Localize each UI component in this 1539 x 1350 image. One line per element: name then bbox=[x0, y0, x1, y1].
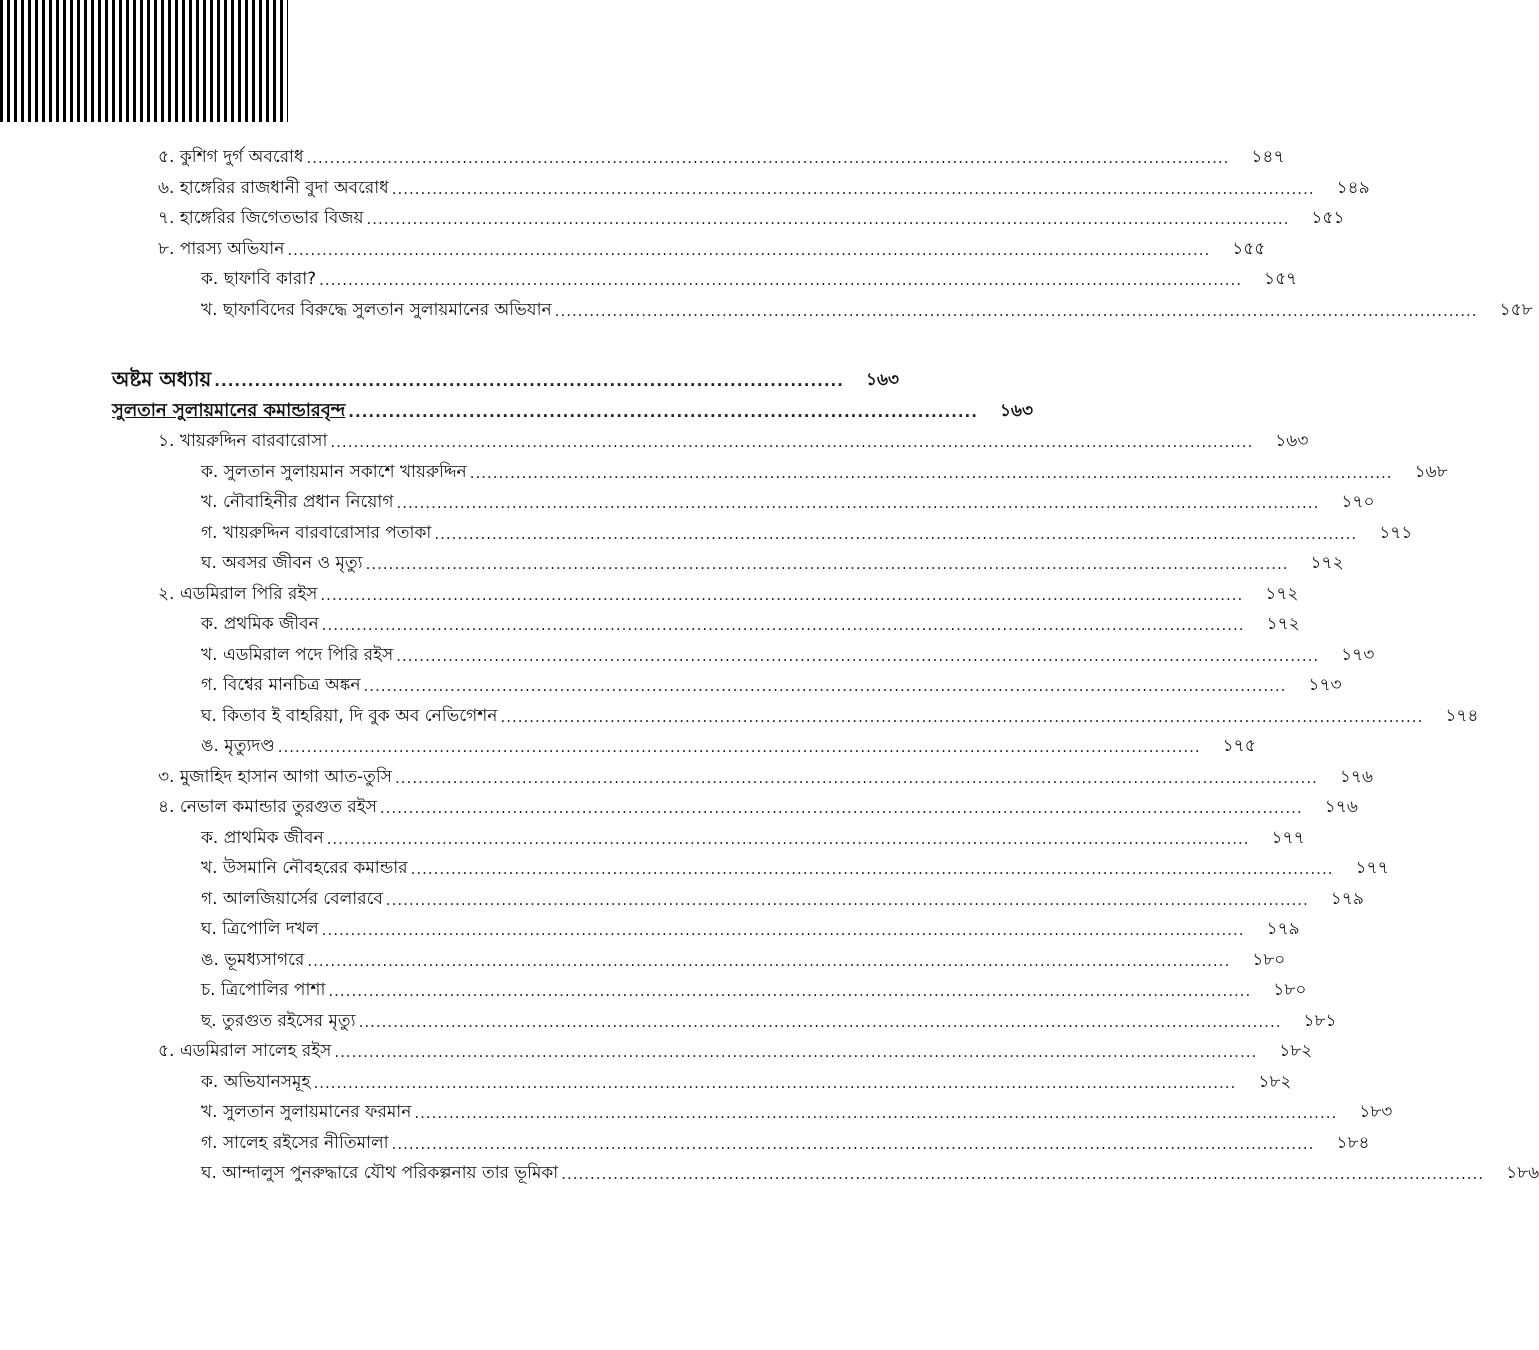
toc-entry[interactable] bbox=[0, 458, 1448, 489]
dot-leader: ................................................................................................................................................................ bbox=[366, 210, 1290, 229]
toc-entry[interactable] bbox=[0, 580, 1299, 611]
dot-leader: ................................................................................................................................................................ bbox=[363, 677, 1287, 696]
toc-entry-title: খ. উসমানি নৌবহরের কমান্ডার bbox=[201, 855, 411, 883]
toc-section-b bbox=[0, 427, 1539, 1190]
toc-entry-page: ১৭৩ bbox=[1308, 675, 1342, 696]
toc-entry[interactable] bbox=[0, 265, 1298, 296]
dot-leader: ................................................................................................................................................................ bbox=[391, 1134, 1315, 1153]
toc-entry[interactable] bbox=[0, 235, 1266, 266]
dot-leader: ................................................................................................................................................................ bbox=[277, 738, 1201, 757]
toc-entry-page: ১৬৮ bbox=[1414, 461, 1448, 482]
toc-entry-page: ১৫৫ bbox=[1232, 238, 1266, 259]
toc-entry-page: ১৭২ bbox=[1266, 614, 1300, 635]
toc-entry-page: ১৭০ bbox=[1341, 492, 1375, 513]
toc-entry[interactable] bbox=[0, 1129, 1370, 1160]
dot-leader: ................................................................................................................................................................ bbox=[321, 921, 1245, 940]
dot-leader: ................................................................................................................................................................ bbox=[306, 149, 1230, 168]
dot-leader: ................................................................................................................................................................ bbox=[500, 707, 1424, 726]
chapter-subtitle[interactable] bbox=[0, 397, 1034, 428]
dot-leader: ................................................................................................................................................................ bbox=[396, 646, 1320, 665]
toc-section-a bbox=[0, 143, 1533, 326]
toc-entry-page: ১৭৭ bbox=[1271, 827, 1305, 848]
toc-entry-page: ১৬৩ bbox=[1275, 431, 1309, 452]
toc-entry[interactable] bbox=[0, 174, 1370, 205]
dot-leader: ................................................................................................................................................................ bbox=[313, 1073, 1237, 1092]
toc-entry-page: ১৮৩ bbox=[1359, 1102, 1393, 1123]
toc-entry-page: ১৭৩ bbox=[1341, 644, 1375, 665]
toc-entry[interactable] bbox=[0, 976, 1307, 1007]
toc-entry[interactable] bbox=[0, 824, 1305, 855]
toc-entry[interactable] bbox=[0, 519, 1413, 550]
toc-entry-title: গ. খায়রুদ্দিন বারবারোসার পতাকা bbox=[201, 520, 434, 548]
toc-entry[interactable] bbox=[0, 143, 1285, 174]
toc-entry[interactable] bbox=[0, 946, 1286, 977]
toc-entry-title: খ. সুলতান সুলায়মানের ফরমান bbox=[201, 1099, 414, 1127]
toc-entry-title: গ. সালেহ রইসের নীতিমালা bbox=[201, 1130, 392, 1158]
toc-entry-title: ৩. মুজাহিদ হাসান আগা আত-তুসি bbox=[158, 764, 395, 792]
dot-leader: ................................................................................................................................................................ bbox=[379, 799, 1303, 818]
dot-leader: .............................................................................................. bbox=[214, 372, 844, 391]
toc-entry[interactable] bbox=[0, 488, 1375, 519]
toc-entry-page: ১৫৮ bbox=[1499, 299, 1533, 320]
toc-entry[interactable] bbox=[0, 885, 1364, 916]
toc-entry[interactable] bbox=[0, 763, 1374, 794]
toc-entry[interactable] bbox=[0, 1068, 1292, 1099]
toc-entry[interactable] bbox=[0, 610, 1300, 641]
toc-entry-page: ১৮৪ bbox=[1336, 1132, 1370, 1153]
toc-entry[interactable] bbox=[0, 732, 1256, 763]
toc-entry-title: ৪. নেভাল কমান্ডার তুরগুত রইস bbox=[158, 794, 380, 822]
toc-entry-title: ৮. পারস্য অভিযান bbox=[158, 236, 287, 264]
dot-leader: ................................................................................................................................................................ bbox=[330, 433, 1254, 452]
toc-entry-title: খ. ছাফাবিদের বিরুদ্ধে সুলতান সুলায়মানের অভিযান bbox=[201, 297, 555, 325]
dot-leader: ................................................................................................................................................................ bbox=[358, 1012, 1282, 1031]
toc-entry-page: ১৭৯ bbox=[1330, 888, 1364, 909]
toc-entry-page: ১৭৬ bbox=[1339, 766, 1374, 787]
toc-entry-page: ১৪৯ bbox=[1336, 177, 1370, 198]
dot-leader: ................................................................................................................................................................ bbox=[469, 463, 1393, 482]
dot-leader: ................................................................................................................................................................ bbox=[396, 494, 1320, 513]
toc-entry-page: ১৮৬ bbox=[1506, 1163, 1539, 1184]
toc-entry-page: ১৭১ bbox=[1379, 522, 1413, 543]
toc-entry-title: খ. নৌবাহিনীর প্রধান নিয়োগ bbox=[201, 489, 396, 517]
chapter-subtitle-page: ১৬৩ bbox=[999, 400, 1034, 421]
toc-entry-page: ১৮২ bbox=[1258, 1071, 1292, 1092]
toc-entry-title: ক. সুলতান সুলায়মান সকাশে খায়রুদ্দিন bbox=[201, 459, 470, 487]
toc-entry-title: ক. অভিযানসমূহ bbox=[201, 1069, 313, 1097]
chapter-title: অষ্টম অধ্যায় bbox=[112, 365, 214, 398]
toc-entry[interactable] bbox=[0, 1037, 1313, 1068]
toc-entry-title: ২. এডমিরাল পিরি রইস bbox=[158, 581, 320, 609]
toc-entry-title: ৭. হাঙ্গেরির জিগেতভার বিজয় bbox=[158, 205, 367, 233]
toc-entry-title: ৬. হাঙ্গেরির রাজধানী বুদা অবরোধ bbox=[158, 175, 392, 203]
toc-entry-page: ১৭৬ bbox=[1324, 797, 1358, 818]
toc-entry-title: ঘ. ত্রিপোলি দখল bbox=[201, 916, 322, 944]
toc-entry-page: ১৭৯ bbox=[1266, 919, 1300, 940]
toc-entry-title: চ. ত্রিপোলির পাশা bbox=[201, 977, 328, 1005]
toc-entry-page: ১৭৫ bbox=[1222, 736, 1256, 757]
toc-entry-title: ৫. কুশিগ দুর্গ অবরোধ bbox=[158, 144, 307, 172]
toc-entry[interactable] bbox=[0, 427, 1309, 458]
dot-leader: ................................................................................................................................................................ bbox=[554, 301, 1478, 320]
toc-entry[interactable] bbox=[0, 296, 1533, 327]
dot-leader: ................................................................................................................................................................ bbox=[334, 1043, 1258, 1062]
toc-entry-title: ১. খায়রুদ্দিন বারবারোসা bbox=[158, 428, 330, 456]
toc-entry[interactable] bbox=[0, 549, 1344, 580]
toc-entry[interactable] bbox=[0, 793, 1358, 824]
toc-entry[interactable] bbox=[0, 915, 1300, 946]
dot-leader: ................................................................................................................................................................ bbox=[410, 860, 1334, 879]
toc-entry-title: ঘ. অবসর জীবন ও মৃত্যু bbox=[201, 550, 366, 578]
toc-entry[interactable] bbox=[0, 854, 1389, 885]
toc-entry[interactable] bbox=[0, 1007, 1337, 1038]
dot-leader: ................................................................................................................................................................ bbox=[328, 982, 1252, 1001]
dot-leader: ................................................................................................................................................................ bbox=[321, 616, 1245, 635]
toc-entry-page: ১৮০ bbox=[1273, 980, 1307, 1001]
toc-entry-title: ক. প্রাথমিক জীবন bbox=[201, 825, 327, 853]
toc-entry[interactable] bbox=[0, 1159, 1539, 1190]
toc-entry-title: খ. এডমিরাল পদে পিরি রইস bbox=[201, 642, 396, 670]
toc-entry-title: ঘ. আন্দালুস পুনরুদ্ধারে যৌথ পরিকল্পনায় তার ভূমিকা bbox=[201, 1160, 561, 1188]
decorative-stripes bbox=[0, 0, 288, 122]
toc-entry-page: ১৫৭ bbox=[1264, 269, 1298, 290]
dot-leader: .............................................................................................. bbox=[348, 402, 978, 421]
toc-entry-title: ৫. এডমিরাল সালেহ রইস bbox=[158, 1038, 334, 1066]
toc-entry-title: ঙ. মৃত্যুদণ্ড bbox=[201, 733, 278, 761]
toc-entry[interactable] bbox=[0, 204, 1345, 235]
toc-entry[interactable] bbox=[0, 671, 1342, 702]
dot-leader: ................................................................................................................................................................ bbox=[320, 585, 1244, 604]
toc-entry-title: ক. ছাফাবি কারা? bbox=[201, 266, 319, 294]
toc-entry-page: ১৭২ bbox=[1265, 583, 1299, 604]
toc-entry[interactable] bbox=[0, 1098, 1393, 1129]
table-of-contents bbox=[0, 143, 1539, 1190]
toc-entry-title: গ. বিশ্বের মানচিত্র অঙ্কন bbox=[201, 672, 364, 700]
dot-leader: ................................................................................................................................................................ bbox=[395, 768, 1318, 787]
toc-entry-page: ১৮০ bbox=[1252, 949, 1286, 970]
toc-entry-page: ১৭২ bbox=[1310, 553, 1344, 574]
dot-leader: ................................................................................................................................................................ bbox=[365, 555, 1289, 574]
dot-leader: ................................................................................................................................................................ bbox=[385, 890, 1309, 909]
chapter-heading[interactable] bbox=[0, 366, 900, 397]
toc-entry[interactable] bbox=[0, 702, 1479, 733]
toc-entry-title: গ. আলজিয়ার্সের বেলারবে bbox=[201, 886, 386, 914]
toc-entry-page: ১৮১ bbox=[1303, 1010, 1337, 1031]
dot-leader: ................................................................................................................................................................ bbox=[319, 271, 1243, 290]
dot-leader: ................................................................................................................................................................ bbox=[414, 1104, 1338, 1123]
toc-entry-title: ছ. তুরগুত রইসের মৃত্যু bbox=[201, 1008, 359, 1036]
toc-entry-title: ঘ. কিতাব ই বাহরিয়া, দি বুক অব নেভিগেশন bbox=[201, 703, 500, 731]
chapter-subtitle-title: সুলতান সুলায়মানের কমান্ডারবৃন্দ bbox=[112, 396, 348, 427]
dot-leader: ................................................................................................................................................................ bbox=[287, 240, 1211, 259]
dot-leader: ................................................................................................................................................................ bbox=[307, 951, 1231, 970]
toc-entry-page: ১৫১ bbox=[1311, 208, 1345, 229]
section-gap bbox=[0, 326, 837, 366]
dot-leader: ................................................................................................................................................................ bbox=[561, 1165, 1485, 1184]
dot-leader: ................................................................................................................................................................ bbox=[391, 179, 1315, 198]
toc-entry[interactable] bbox=[0, 641, 1375, 672]
toc-entry-title: ক. প্রথমিক জীবন bbox=[201, 611, 322, 639]
toc-entry-page: ১৪৭ bbox=[1251, 147, 1285, 168]
toc-entry-title: ঙ. ভূমধ্যসাগরে bbox=[201, 947, 307, 975]
toc-entry-page: ১৭৭ bbox=[1355, 858, 1389, 879]
toc-entry-page: ১৭৪ bbox=[1445, 705, 1479, 726]
toc-entry-page: ১৮২ bbox=[1279, 1041, 1313, 1062]
dot-leader: ................................................................................................................................................................ bbox=[434, 524, 1358, 543]
dot-leader: ................................................................................................................................................................ bbox=[326, 829, 1250, 848]
chapter-page: ১৬৩ bbox=[865, 370, 900, 391]
